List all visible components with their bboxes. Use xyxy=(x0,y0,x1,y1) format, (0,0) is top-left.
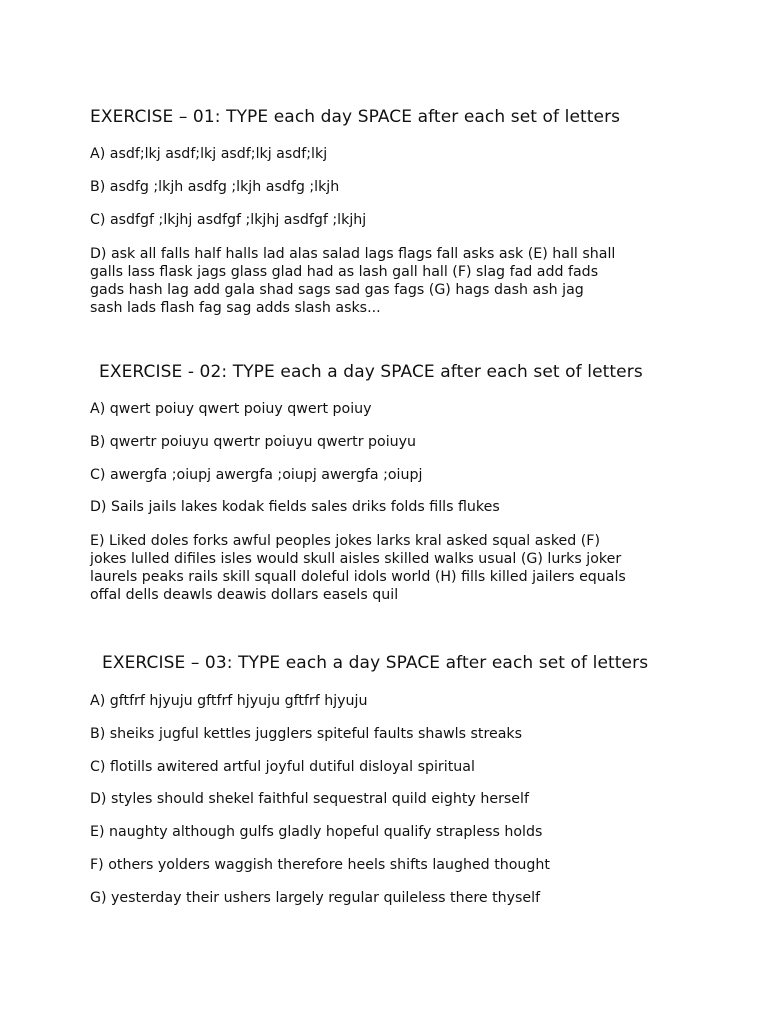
exercise-02-title: EXERCISE - 02: TYPE each a day SPACE after each set of letters xyxy=(99,362,643,382)
exercise-01-paragraph-line: sash lads flash fag sag adds slash asks... xyxy=(90,300,381,316)
exercise-03-line-e: E) naughty although gulfs gladly hopeful qualify strapless holds xyxy=(90,824,543,840)
exercise-01-line-a: A) asdf;lkj asdf;lkj asdf;lkj asdf;lkj xyxy=(90,146,328,162)
exercise-03-line-c: C) flotills awitered artful joyful dutiful disloyal spiritual xyxy=(90,759,475,775)
exercise-02-line-d: D) Sails jails lakes kodak fields sales driks folds fills flukes xyxy=(90,499,500,515)
exercise-02-paragraph-line: jokes lulled difiles isles would skull aisles skilled walks usual (G) lurks joker xyxy=(90,551,622,567)
exercise-02-paragraph-line: laurels peaks rails skill squall doleful idols world (H) fills killed jailers equals xyxy=(90,569,626,585)
exercise-01-line-b: B) asdfg ;lkjh asdfg ;lkjh asdfg ;lkjh xyxy=(90,179,340,195)
exercise-01-paragraph-line: gads hash lag add gala shad sags sad gas fags (G) hags dash ash jag xyxy=(90,282,584,298)
exercise-01-paragraph xyxy=(90,245,690,317)
exercise-03-line-b: B) sheiks jugful kettles jugglers spiteful faults shawls streaks xyxy=(90,726,522,742)
exercise-03-line-d: D) styles should shekel faithful sequestral quild eighty herself xyxy=(90,791,529,807)
exercise-02-line-a: A) qwert poiuy qwert poiuy qwert poiuy xyxy=(90,401,372,417)
exercise-01-paragraph-line: D) ask all falls half halls lad alas salad lags flags fall asks ask (E) hall shall xyxy=(90,246,616,262)
exercise-03-line-g: G) yesterday their ushers largely regular quileless there thyself xyxy=(90,890,541,906)
exercise-02-line-b: B) qwertr poiuyu qwertr poiuyu qwertr poiuyu xyxy=(90,434,417,450)
exercise-03-line-f: F) others yolders waggish therefore heels shifts laughed thought xyxy=(90,857,550,873)
exercise-03-line-a: A) gftfrf hjyuju gftfrf hjyuju gftfrf hjyuju xyxy=(90,693,368,709)
exercise-02-paragraph xyxy=(90,532,690,604)
exercise-02-paragraph-line: offal dells deawls deawis dollars easels quil xyxy=(90,587,399,603)
exercise-02-line-c: C) awergfa ;oiupj awergfa ;oiupj awergfa ;oiupj xyxy=(90,467,423,483)
exercise-01-paragraph-line: galls lass flask jags glass glad had as lash gall hall (F) slag fad add fads xyxy=(90,264,599,280)
exercise-03-title: EXERCISE – 03: TYPE each a day SPACE after each set of letters xyxy=(102,653,649,673)
exercise-01-line-c: C) asdfgf ;lkjhj asdfgf ;lkjhj asdfgf ;lkjhj xyxy=(90,212,367,228)
exercise-01-title: EXERCISE – 01: TYPE each day SPACE after each set of letters xyxy=(90,107,621,127)
exercise-02-paragraph-line: E) Liked doles forks awful peoples jokes larks kral asked squal asked (F) xyxy=(90,533,601,549)
